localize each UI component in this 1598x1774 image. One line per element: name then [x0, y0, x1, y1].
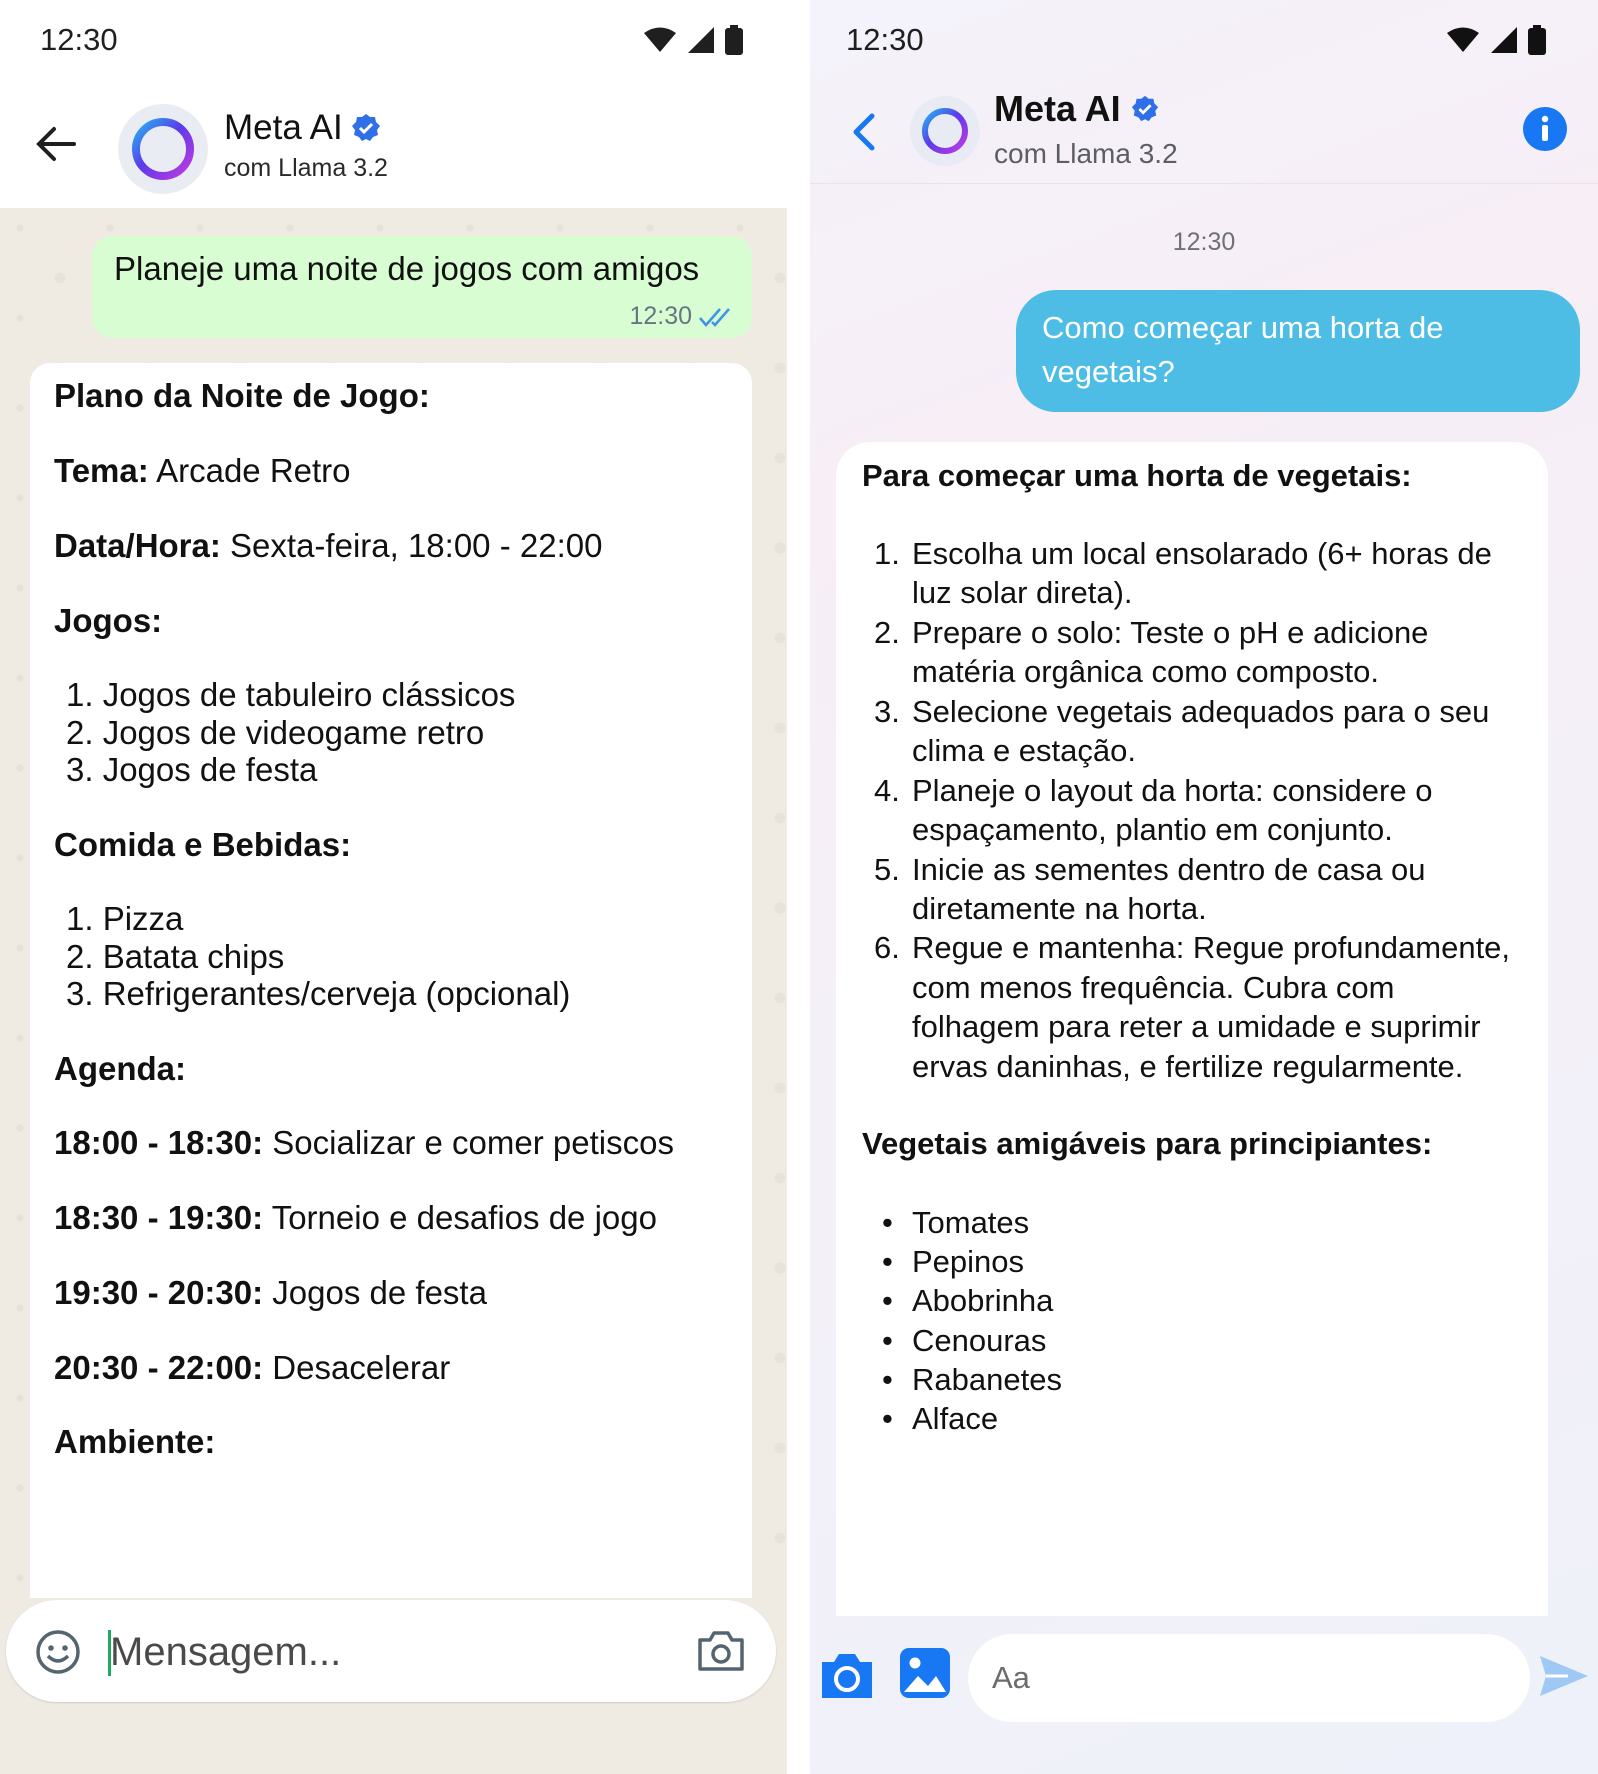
games-heading: Jogos: — [54, 602, 163, 639]
meta-ai-ring-icon — [128, 114, 198, 184]
status-icons — [1446, 24, 1546, 56]
meta-ai-ring-icon — [918, 104, 972, 158]
message-input-container[interactable] — [6, 1600, 776, 1702]
step-line: ervas daninhas, e fertilize regularmente. — [912, 1049, 1464, 1084]
step-number: 3. — [874, 694, 900, 729]
outgoing-message[interactable] — [1016, 290, 1580, 412]
step-line: clima e estação. — [912, 733, 1136, 768]
bullet: • — [882, 1283, 893, 1318]
list-item: Rabanetes — [912, 1362, 1062, 1397]
send-icon[interactable] — [1538, 1650, 1590, 1702]
step-line: matéria orgânica como composto. — [912, 654, 1379, 689]
status-time: 12:30 — [846, 22, 924, 57]
back-arrow-icon[interactable] — [34, 122, 78, 166]
step-line: com menos frequência. Cubra com — [912, 970, 1395, 1005]
message-timestamp: 12:30 — [1172, 228, 1236, 256]
theme-line: Tema: Arcade Retro — [54, 452, 351, 489]
step-line: Inicie as sementes dentro de casa ou — [912, 852, 1426, 887]
verified-badge-icon — [1131, 95, 1159, 123]
outgoing-message[interactable] — [92, 236, 752, 338]
outgoing-message-line: vegetais? — [1042, 354, 1175, 389]
step-number: 6. — [874, 930, 900, 965]
battery-icon — [725, 25, 743, 55]
avatar[interactable] — [910, 96, 980, 166]
contact-subtitle: com Llama 3.2 — [224, 154, 388, 182]
message-input[interactable] — [110, 1626, 590, 1678]
vegetables-heading: Vegetais amigáveis para principiantes: — [862, 1126, 1433, 1161]
verified-badge-icon — [351, 113, 381, 143]
step-line: espaçamento, plantio em conjunto. — [912, 812, 1393, 847]
reply-heading: Para começar uma horta de vegetais: — [862, 458, 1412, 493]
list-item: Pepinos — [912, 1244, 1025, 1279]
contact-name-row[interactable] — [994, 88, 1159, 130]
wifi-icon — [1446, 26, 1480, 54]
outgoing-message-line: Como começar uma horta de — [1042, 310, 1444, 345]
list-item: 1. Pizza — [66, 900, 184, 937]
ambience-heading: Ambiente: — [54, 1423, 216, 1460]
status-bar — [0, 0, 787, 80]
contact-name-row[interactable] — [224, 108, 381, 148]
signal-icon — [687, 26, 715, 54]
bullet: • — [882, 1205, 893, 1240]
info-icon[interactable] — [1522, 106, 1568, 152]
list-item: Tomates — [912, 1205, 1030, 1240]
message-input[interactable] — [992, 1654, 1492, 1702]
list-item: 3. Refrigerantes/cerveja (opcional) — [66, 975, 571, 1012]
reply-heading: Plano da Noite de Jogo: — [54, 377, 430, 414]
step-number: 2. — [874, 615, 900, 650]
agenda-item: 18:00 - 18:30: Socializar e comer petiscos — [54, 1124, 674, 1161]
whatsapp-screen — [0, 0, 787, 1774]
step-line: Planeje o layout da horta: considere o — [912, 773, 1433, 808]
battery-icon — [1528, 25, 1546, 55]
incoming-message[interactable] — [30, 363, 752, 1598]
step-line: folhagem para reter a umidade e suprimir — [912, 1009, 1481, 1044]
date-line: Data/Hora: Sexta-feira, 18:00 - 22:00 — [54, 527, 603, 564]
bullet: • — [882, 1323, 893, 1358]
step-line: Selecione vegetais adequados para o seu — [912, 694, 1490, 729]
contact-name: Meta AI — [994, 88, 1121, 129]
list-item: Cenouras — [912, 1323, 1047, 1358]
camera-icon[interactable] — [818, 1646, 876, 1704]
status-bar — [810, 0, 1598, 80]
signal-icon — [1490, 26, 1518, 54]
step-number: 1. — [874, 536, 900, 571]
message-composer — [0, 1598, 787, 1774]
camera-icon[interactable] — [696, 1628, 746, 1674]
contact-subtitle: com Llama 3.2 — [994, 138, 1178, 169]
message-composer — [810, 1616, 1598, 1774]
incoming-message[interactable] — [836, 442, 1548, 1616]
chat-header — [0, 80, 787, 208]
wifi-icon — [643, 26, 677, 54]
bullet: • — [882, 1401, 893, 1436]
step-line: luz solar direta). — [912, 575, 1133, 610]
step-line: Regue e mantenha: Regue profundamente, — [912, 930, 1511, 965]
double-check-icon — [698, 306, 734, 328]
status-time: 12:30 — [40, 22, 118, 57]
list-item: 1. Jogos de tabuleiro clássicos — [66, 676, 516, 713]
list-item: 2. Jogos de videogame retro — [66, 714, 485, 751]
agenda-heading: Agenda: — [54, 1050, 186, 1087]
step-number: 4. — [874, 773, 900, 808]
list-item: 3. Jogos de festa — [66, 751, 318, 788]
list-item: Abobrinha — [912, 1283, 1054, 1318]
step-line: Escolha um local ensolarado (6+ horas de — [912, 536, 1492, 571]
outgoing-message-text: Planeje uma noite de jogos com amigos — [114, 250, 700, 287]
message-list[interactable] — [810, 184, 1598, 1616]
emoji-icon[interactable] — [34, 1628, 82, 1676]
status-icons — [643, 24, 743, 56]
step-line: diretamente na horta. — [912, 891, 1207, 926]
bullet: • — [882, 1362, 893, 1397]
agenda-item: 20:30 - 22:00: Desacelerar — [54, 1349, 451, 1386]
agenda-item: 18:30 - 19:30: Torneio e desafios de jogo — [54, 1199, 657, 1236]
message-input-container[interactable] — [968, 1634, 1530, 1722]
avatar[interactable] — [118, 104, 208, 194]
message-list[interactable] — [0, 208, 787, 1598]
agenda-item: 19:30 - 20:30: Jogos de festa — [54, 1274, 487, 1311]
step-line: Prepare o solo: Teste o pH e adicione — [912, 615, 1429, 650]
screen-divider — [787, 0, 810, 1774]
message-time: 12:30 — [629, 302, 692, 330]
chat-header — [810, 80, 1598, 184]
bullet: • — [882, 1244, 893, 1279]
message-meta — [629, 302, 734, 331]
contact-name: Meta AI — [224, 108, 343, 147]
list-item: 2. Batata chips — [66, 938, 285, 975]
list-item: Alface — [912, 1401, 999, 1436]
back-chevron-icon[interactable] — [844, 108, 884, 156]
messenger-screen — [810, 0, 1598, 1774]
food-heading: Comida e Bebidas: — [54, 826, 352, 863]
gallery-icon[interactable] — [898, 1646, 952, 1700]
step-number: 5. — [874, 852, 900, 887]
